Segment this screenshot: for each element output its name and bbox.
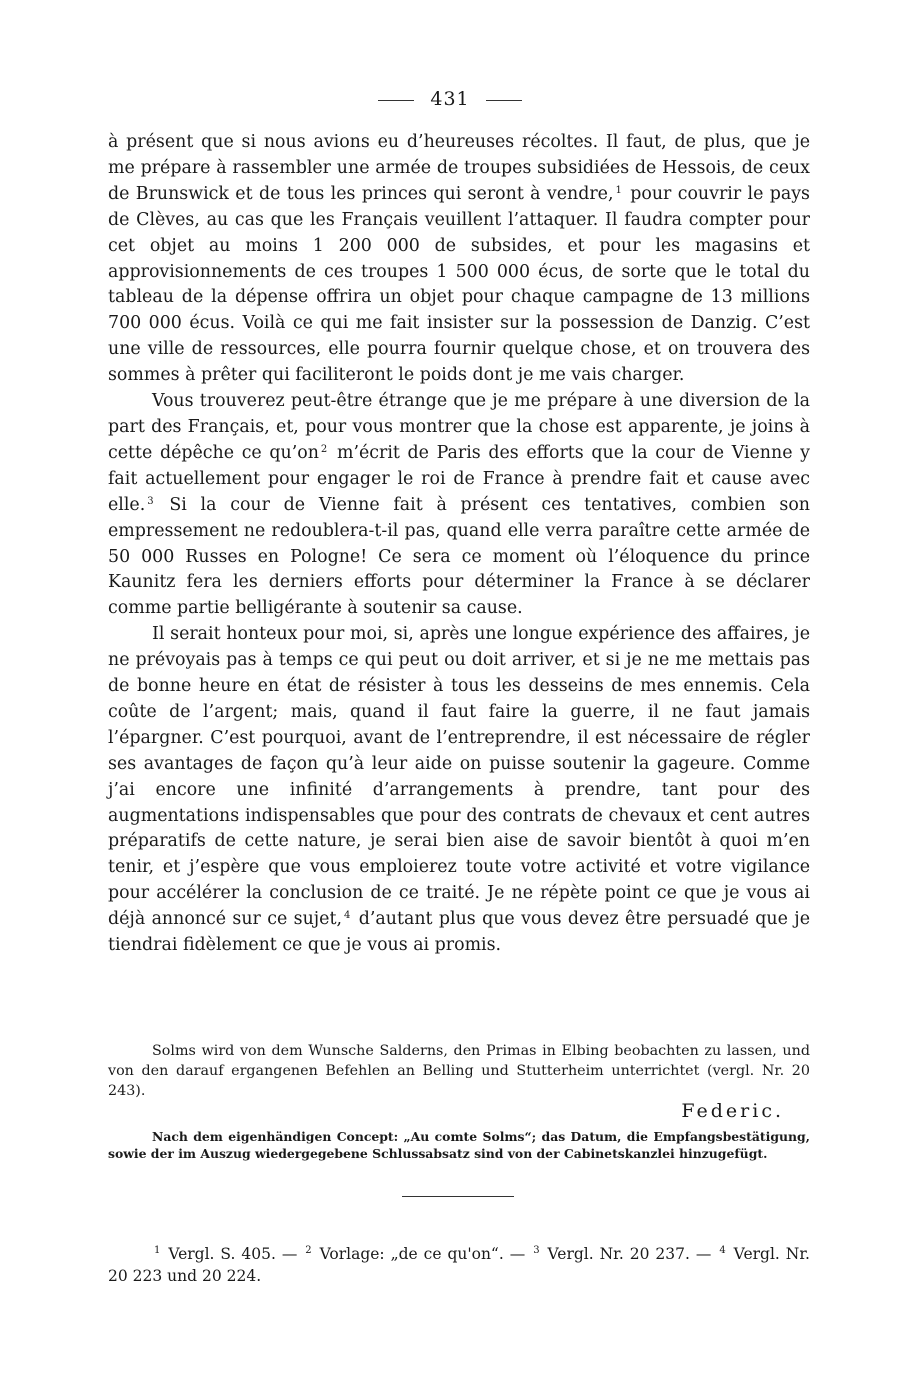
page-header	[0, 88, 900, 110]
paragraph-text: Il serait honteux pour moi, si, après une longue expérience des affaires, je ne prévoyais pas à temps ce qui peut ou doit arriver, et si je ne me mettais pas de bonne heure en état de résister à tous les desseins de mes ennemis. Cela coûte de l’argent; mais, quand il faut faire la guerre, il ne faut jamais l’épargner. C’est pourquoi, avant de l’entreprendre, il est nécessaire de régler ses avantages de façon qu’à leur aide on puisse soutenir la gageure. Comme j’ai encore une infinité d’arrangements à prendre, tant pour des augmentations indispensables que pour des contrats de chevaux et cent autres préparatifs de cette nature, je serai bien aise de savoir bientôt à quoi m’en tenir, et j’espère que vous emploierez toute votre activité et votre vigilance pour accélérer la conclusion de ce traité. Je ne répète point ce que je vous ai déjà annoncé sur ce sujet,	[108, 624, 810, 930]
footnotes	[108, 1243, 810, 1287]
paragraph-text: m’écrit de Paris des efforts que la cour de Vienne y fait actuellement pour engager le roi de France à prendre fait et cause avec elle.	[108, 442, 810, 515]
footnote-number: 4	[719, 1245, 726, 1256]
footnote-marker: 3	[147, 495, 154, 507]
paragraph-2	[108, 389, 810, 622]
footnote-number: 1	[154, 1245, 161, 1256]
editor-note: Solms wird von dem Wunsche Salderns, den Primas in Elbing beobachten zu lassen, und von den darauf ergangenen Befehlen an Belling und Stutterheim unterrichtet (vergl. Nr. 20 243).	[108, 1043, 810, 1099]
paragraph-text: à présent que si nous avions eu d’heureuses récoltes. Il faut, de plus, que je me prépare à rassembler une armée de troupes subsidiées de Hessois, de ceux de Brunswick et de tous les princes qui seront à vendre,	[108, 132, 810, 204]
paragraph-1	[108, 130, 810, 389]
paragraph-text: Vous trouverez peut-être étrange que je me prépare à une diversion de la part des Français, et, pour vous montrer que la chose est apparente, je joins à cette dépêche ce qu’on	[108, 391, 810, 463]
footnote-text: Vergl. Nr. 20 223 und 20 224.	[108, 1245, 810, 1285]
header-rule-right	[486, 100, 522, 101]
footnote-divider	[402, 1196, 514, 1197]
signature: Federic.	[681, 1100, 784, 1122]
footnote-number: 2	[305, 1245, 312, 1256]
footnote-marker: 1	[615, 184, 622, 196]
paragraph-text: pour couvrir le pays de Clèves, au cas que les Français veuillent l’attaquer. Il faudra compter pour cet objet au moins 1 200 000 de subsides, et pour les magasins et approvisionnements de ces troupes 1 500 000 écus, de sorte que le total du tableau de la dépense offrira un objet pour chaque campagne de 13 millions 700 000 écus. Voilà ce qui me fait insister sur la possession de Danzig. C’est une ville de ressources, elle pourra fournir quelque chose, et on trouvera des sommes à prêter qui faciliteront le poids dont je me vais charger.	[108, 183, 810, 386]
footnote-text: Vorlage: „de ce qu'on“. —	[313, 1245, 532, 1263]
header-rule-left	[378, 100, 414, 101]
paragraph-text: Si la cour de Vienne fait à présent ces tentatives, combien son empressement ne redoublera-t-il pas, quand elle verra paraître cette armée de 50 000 Russes en Pologne! Ce sera ce moment où l’éloquence du prince Kaunitz fera les derniers efforts pour déterminer la France à se déclarer comme partie belligérante à soutenir sa cause.	[108, 494, 810, 619]
source-note: Nach dem eigenhändigen Concept: „Au comte Solms“; das Datum, die Empfangsbestätigung, sowie der im Auszug wiedergegebene Schlussabsatz sind von der Cabinetskanzlei hinzugefügt.	[108, 1129, 810, 1161]
body-text	[108, 130, 810, 959]
footnote-text: Vergl. S. 405. —	[162, 1245, 304, 1263]
footnote-number: 3	[533, 1245, 540, 1256]
footnote-text: Vergl. Nr. 20 237. —	[541, 1245, 718, 1263]
paragraph-3	[108, 622, 810, 959]
footnote-marker: 4	[343, 910, 351, 922]
page-number: 431	[430, 88, 470, 110]
footnote-marker: 2	[320, 443, 328, 455]
paragraph-text: d’autant plus que vous devez être persuadé que je tiendrai fidèlement ce que je vous ai promis.	[108, 909, 810, 956]
